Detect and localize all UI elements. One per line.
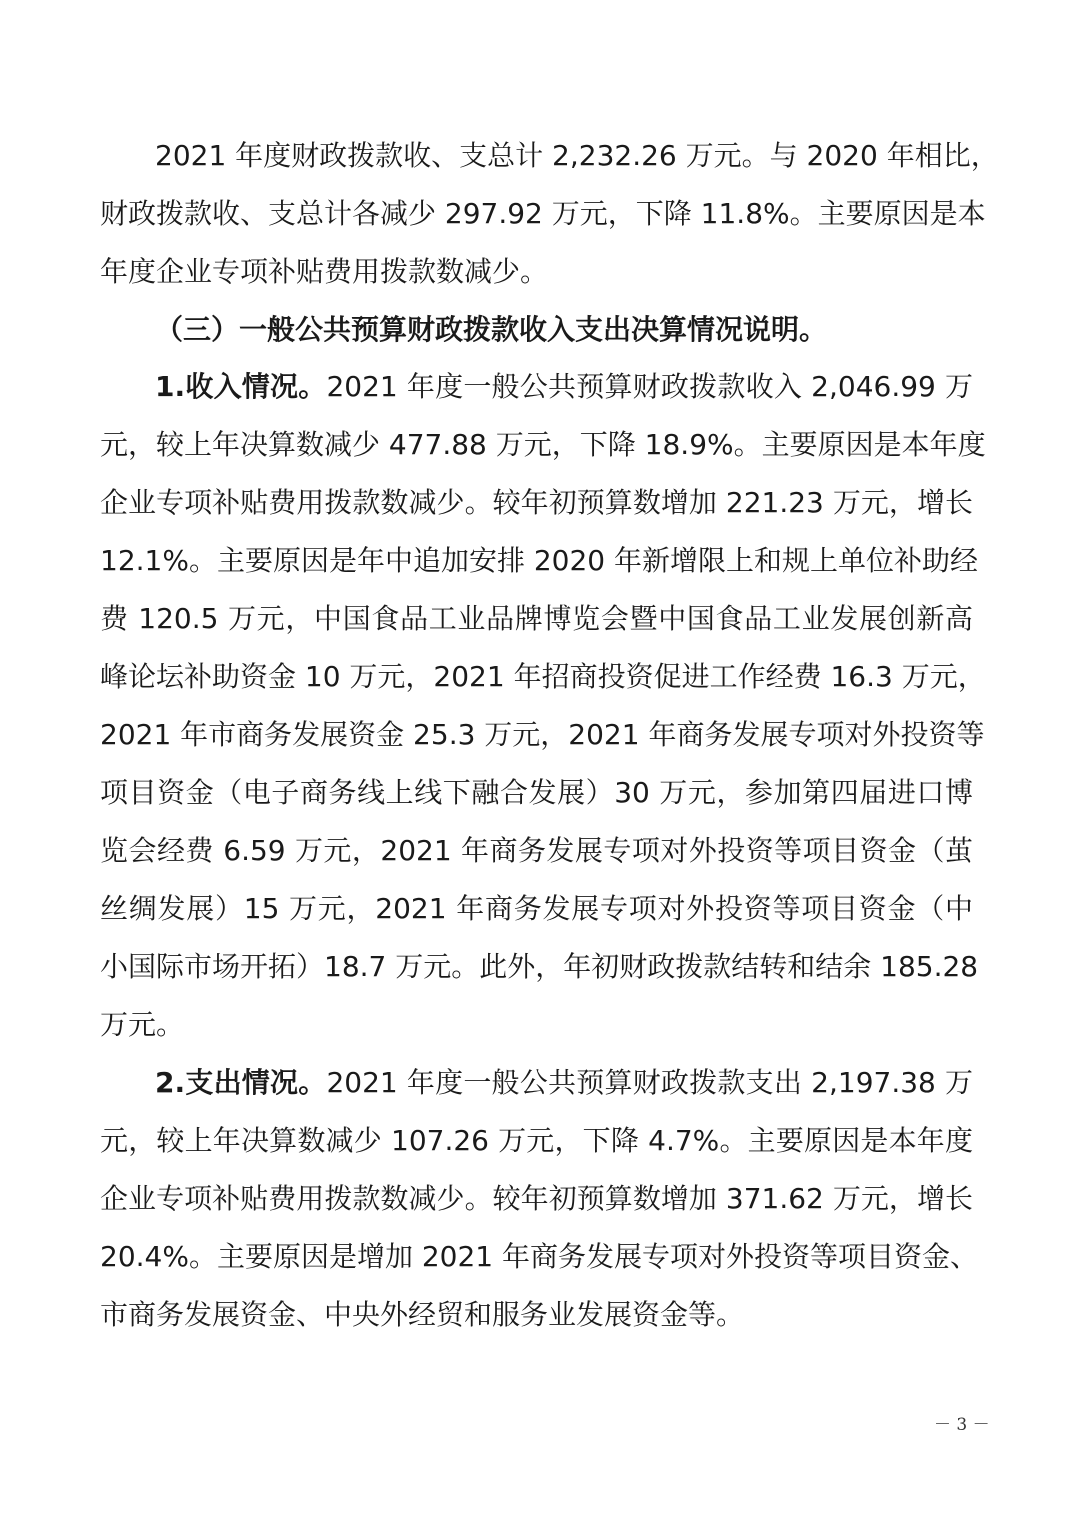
expense-label: 2.支出情况。 [155,1066,327,1099]
paragraph-line [155,1063,973,1103]
paragraph-line: 年度企业专项补贴费用拨款数减少。 [100,255,549,288]
paragraph-line: 2021 年市商务发展资金 25.3 万元，2021 年商务发展专项对外投资等 [100,718,985,751]
paragraph-line: 览会经费 6.59 万元，2021 年商务发展专项对外投资等项目资金（茧 [100,834,973,867]
paragraph-line: 市商务发展资金、中央外经贸和服务业发展资金等。 [100,1298,745,1331]
paragraph-line [155,367,973,407]
income-label: 1.收入情况。 [155,370,327,403]
paragraph-line: 12.1%。主要原因是年中追加安排 2020 年新增限上和规上单位补助经 [100,544,979,577]
page-number: － 3 － [934,1415,990,1435]
paragraph-line: 元，较上年决算数减少 107.26 万元，下降 4.7%。主要原因是本年度 [100,1124,973,1157]
paragraph-line: 费 120.5 万元，中国食品工业品牌博览会暨中国食品工业发展创新高 [100,602,973,635]
paragraph-line: 丝绸发展）15 万元，2021 年商务发展专项对外投资等项目资金（中 [100,892,973,925]
expense-first-line: 2021 年度一般公共预算财政拨款支出 2,197.38 万 [326,1066,973,1099]
paragraph-line: 元，较上年决算数减少 477.88 万元，下降 18.9%。主要原因是本年度 [100,428,986,461]
paragraph-line: 万元。 [100,1008,185,1041]
paragraph-line: 20.4%。主要原因是增加 2021 年商务发展专项对外投资等项目资金、 [100,1240,979,1273]
income-first-line: 2021 年度一般公共预算财政拨款收入 2,046.99 万 [326,370,973,403]
paragraph-line: 财政拨款收、支总计各减少 297.92 万元，下降 11.8%。主要原因是本 [100,197,986,230]
paragraph-line: 企业专项补贴费用拨款数减少。较年初预算数增加 371.62 万元，增长 [100,1182,973,1215]
paragraph-line: 企业专项补贴费用拨款数减少。较年初预算数增加 221.23 万元，增长 [100,486,973,519]
paragraph-line: 峰论坛补助资金 10 万元，2021 年招商投资促进工作经费 16.3 万元， [100,660,986,693]
paragraph-line: 小国际市场开拓）18.7 万元。此外，年初财政拨款结转和结余 185.28 [100,950,979,983]
section-heading: （三）一般公共预算财政拨款收入支出决算情况说明。 [155,313,828,346]
paragraph-line: 项目资金（电子商务线上线下融合发展）30 万元，参加第四届进口博 [100,776,973,809]
paragraph-line: 2021 年度财政拨款收、支总计 2,232.26 万元。与 2020 年相比， [155,139,999,172]
